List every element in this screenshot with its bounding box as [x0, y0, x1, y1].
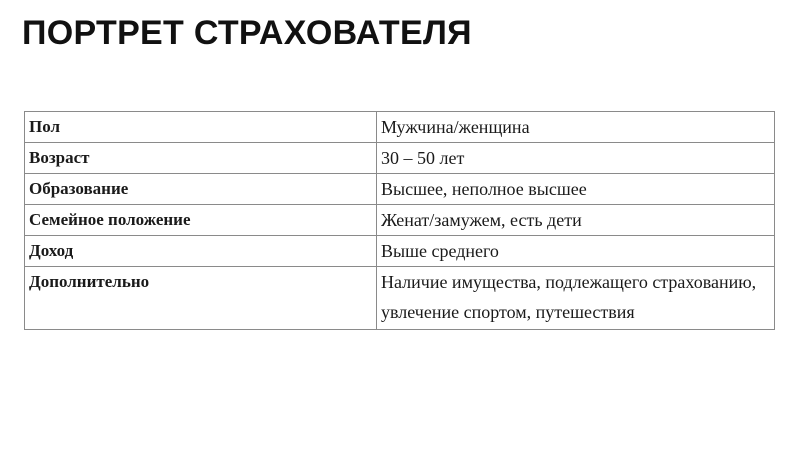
page-title: ПОРТРЕТ СТРАХОВАТЕЛЯ [22, 14, 472, 52]
row-value: Женат/замужем, есть дети [377, 205, 775, 236]
row-value: Выше среднего [377, 236, 775, 267]
row-value: Наличие имущества, подлежащего страхованию, увлечение спортом, путешествия [377, 267, 775, 330]
table-row-age [25, 143, 775, 174]
row-value: 30 – 50 лет [377, 143, 775, 174]
row-label: Дополнительно [25, 267, 377, 330]
table-row-additional [25, 267, 775, 330]
table-row-marital-status [25, 205, 775, 236]
table-row-education [25, 174, 775, 205]
row-label: Доход [25, 236, 377, 267]
row-label: Возраст [25, 143, 377, 174]
row-value: Высшее, неполное высшее [377, 174, 775, 205]
table-row-gender [25, 112, 775, 143]
row-label: Пол [25, 112, 377, 143]
insurer-profile-table [24, 111, 775, 330]
row-label: Семейное положение [25, 205, 377, 236]
table-row-income [25, 236, 775, 267]
row-label: Образование [25, 174, 377, 205]
row-value: Мужчина/женщина [377, 112, 775, 143]
